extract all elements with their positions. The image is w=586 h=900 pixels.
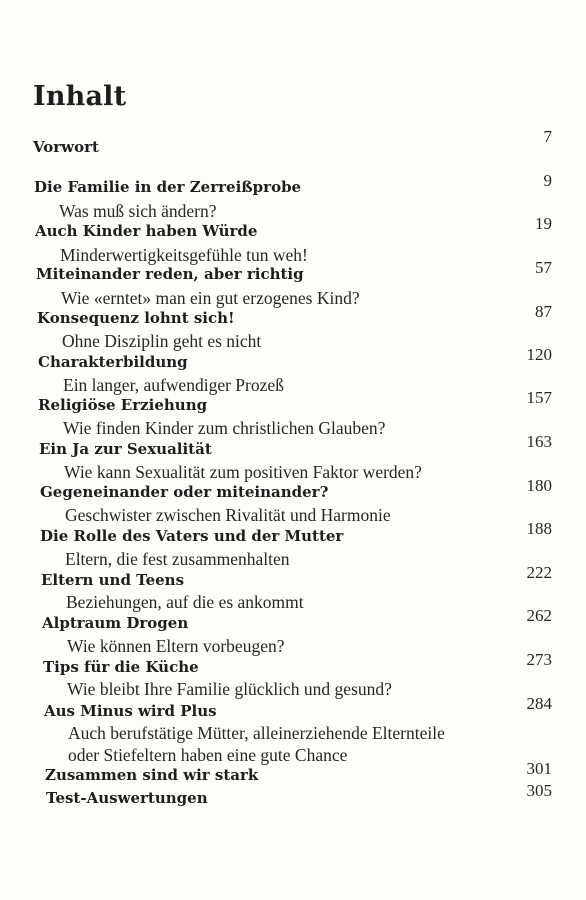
toc-subtitle: Wie kann Sexualität zum positiven Faktor werden?: [64, 462, 422, 482]
toc-subtitle: Wie bleibt Ihre Familie glücklich und gesund?: [67, 679, 392, 699]
toc-page-number: 188: [526, 519, 552, 538]
toc-heading: Vorwort: [33, 138, 99, 156]
toc-page-number: 19: [535, 214, 552, 233]
toc-heading: Die Rolle des Vaters und der Mutter: [40, 527, 344, 545]
toc-subtitle: oder Stiefeltern haben eine gute Chance: [68, 745, 348, 765]
toc-page-number: 120: [526, 345, 552, 364]
toc-heading: Aus Minus wird Plus: [44, 702, 217, 720]
toc-heading: Religiöse Erziehung: [38, 396, 208, 414]
toc-subtitle: Beziehungen, auf die es ankommt: [66, 592, 304, 612]
toc-subtitle: Wie können Eltern vorbeugen?: [67, 636, 285, 656]
toc-subtitle: Was muß sich ändern?: [59, 201, 217, 221]
toc-page-number: 180: [526, 476, 552, 495]
toc-page-number: 87: [535, 302, 552, 321]
toc-heading: Tips für die Küche: [43, 658, 199, 676]
toc-heading: Miteinander reden, aber richtig: [36, 265, 304, 283]
toc-page-number: 273: [526, 650, 552, 669]
toc-heading: Ein Ja zur Sexualität: [39, 440, 212, 458]
toc-page-number: 301: [526, 759, 552, 778]
toc-heading: Zusammen sind wir stark: [45, 766, 259, 784]
toc-subtitle: Ein langer, aufwendiger Prozeß: [63, 375, 284, 395]
toc-page-number: 7: [543, 127, 552, 146]
toc-heading: Konsequenz lohnt sich!: [37, 309, 235, 327]
toc-subtitle: Minderwertigkeitsgefühle tun weh!: [60, 245, 308, 265]
toc-heading: Die Familie in der Zerreißprobe: [34, 178, 302, 196]
toc-subtitle: Eltern, die fest zusammenhalten: [65, 549, 290, 569]
toc-page-number: 262: [526, 606, 552, 625]
toc-page-number: 9: [543, 171, 552, 190]
toc-heading: Test-Auswertungen: [46, 789, 208, 807]
toc-subtitle: Wie finden Kinder zum christlichen Glauben?: [63, 418, 386, 438]
toc-page-number: 222: [526, 563, 552, 582]
toc-page-number: 284: [526, 694, 552, 713]
toc-page-number: 305: [526, 781, 552, 800]
toc-page-number: 57: [535, 258, 552, 277]
toc-page-number: 157: [526, 388, 552, 407]
toc-page-number: 163: [526, 432, 552, 451]
toc-heading: Alptraum Drogen: [42, 614, 189, 632]
toc-subtitle: Ohne Disziplin geht es nicht: [62, 331, 262, 351]
page-title: Inhalt: [33, 81, 127, 112]
toc-heading: Gegeneinander oder miteinander?: [40, 483, 329, 501]
toc-heading: Auch Kinder haben Würde: [35, 222, 258, 240]
toc-heading: Eltern und Teens: [41, 571, 185, 589]
toc-subtitle: Auch berufstätige Mütter, alleinerziehende Elternteile: [68, 723, 445, 743]
toc-subtitle: Geschwister zwischen Rivalität und Harmonie: [65, 505, 391, 525]
toc-subtitle: Wie «erntet» man ein gut erzogenes Kind?: [61, 288, 360, 308]
toc-heading: Charakterbildung: [38, 353, 188, 371]
